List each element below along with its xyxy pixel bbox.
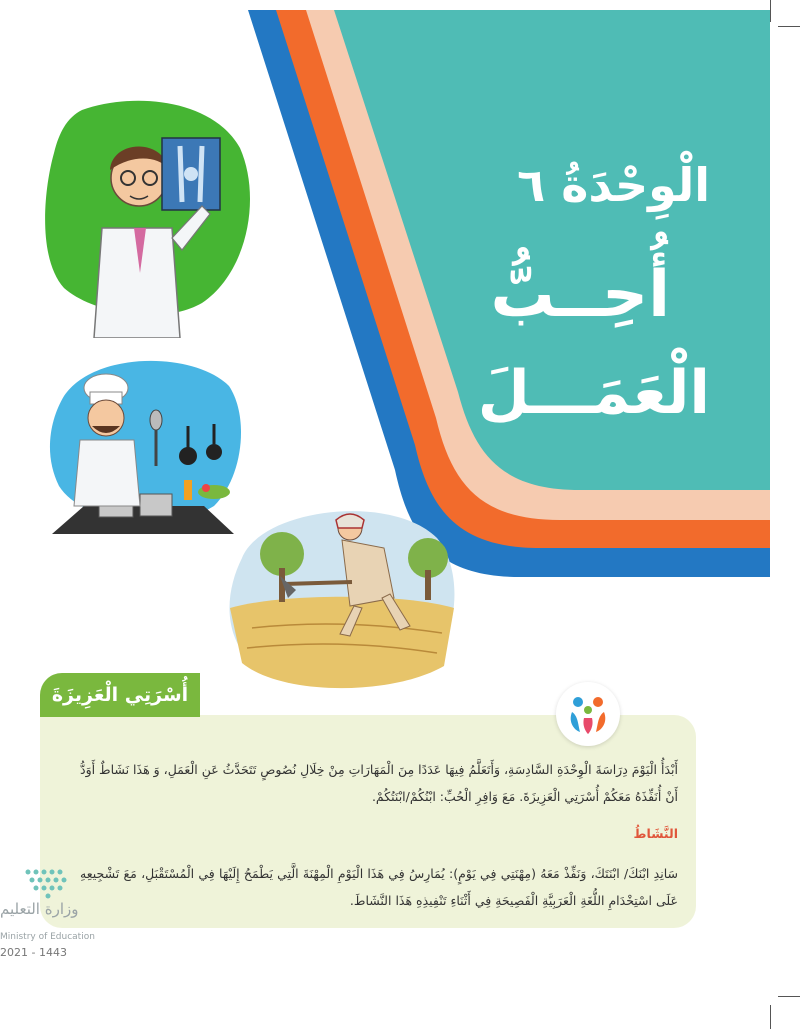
- family-paragraph-2: سَانِدِ ابْنَكَ/ ابْنَتَكَ، وَنَفِّذْ مَعَهُ (مِهْنَتِي فِي يَوْمٍ): يُمَارِسُ فِي هَذَا الْيَوْمِ الْمِهْنَةَ الَّتِي يَطْمَحُ إِلَيْهَا فِي الْمُسْتَقْبَلِ، مَعَ تَشْجِيعِهِ عَلَى اسْتِخْدَامِ اللُّغَةِ الْعَرَبِيَّةِ الْفَصِيحَةِ فِي أَثْنَاءِ تَنْفِيذِهِ هَذَا النَّشَاطَ.: [80, 866, 678, 908]
- ministry-name-english: Ministry of Education: [0, 932, 95, 942]
- family-paragraph-1: أَبْدَأُ الْيَوْمَ دِرَاسَةَ الْوِحْدَةِ السَّادِسَةِ، وَأَتَعَلَّمُ فِيهَا عَدَدًا مِنَ الْمَهَارَاتِ مِنْ خِلَالِ نُصُوصٍ تَتَحَدَّثُ عَنِ الْعَمَلِ، وَ هَذَا نَشَاطٌ أَوَدُّ أَنْ أُنَفِّذَهُ مَعَكُمْ أُسْرَتِي الْعَزِيزَةَ. مَعَ وَافِرِ الْحُبِّ: ابْنُكُمْ/ابْنَتُكُمْ.: [80, 762, 678, 804]
- edition-year: 2021 - 1443: [0, 946, 67, 959]
- family-banner: [40, 673, 200, 717]
- activity-heading: النَّشَاطُ: [633, 826, 678, 841]
- doctor-illustration: [42, 98, 254, 338]
- ministry-logo-dots: [20, 866, 80, 900]
- farmer-illustration: [222, 498, 460, 690]
- unit-title: الْوِحْدَةُ ٦: [517, 158, 710, 212]
- title-line-1: أُحِــبُّ: [490, 258, 670, 332]
- crop-mark: [770, 1005, 771, 1029]
- family-icon: [556, 682, 620, 746]
- title-line-2: الْعَمَـــلَ: [477, 358, 710, 428]
- ministry-name-arabic: وزارة التعليم: [0, 900, 79, 918]
- chef-illustration: [44, 356, 244, 536]
- crop-mark: [778, 996, 800, 997]
- family-logo: [556, 682, 620, 746]
- family-banner-title: أُسْرَتِي الْعَزِيزَةَ: [51, 684, 189, 706]
